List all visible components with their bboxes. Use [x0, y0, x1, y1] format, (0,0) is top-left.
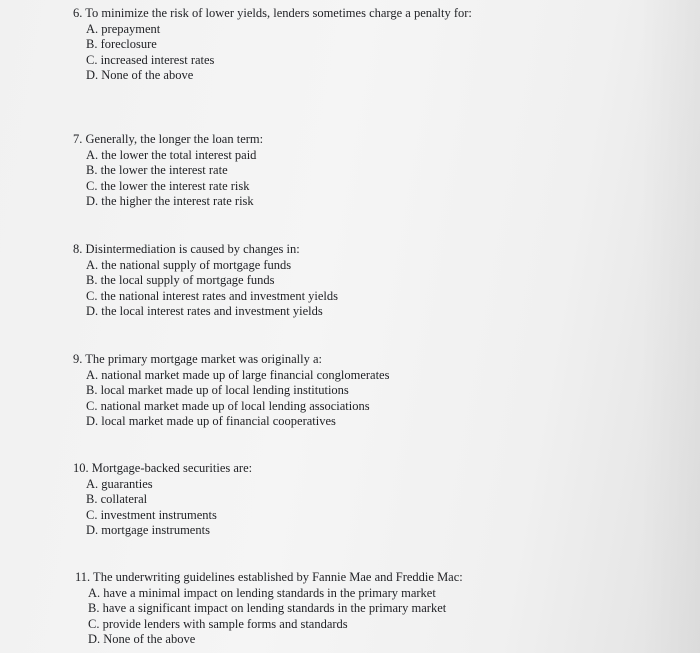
question-text: 7. Generally, the longer the loan term: — [73, 132, 264, 146]
option-d: D. mortgage instruments — [86, 523, 210, 538]
option-b: B. foreclosure — [86, 37, 157, 52]
option-b: B. have a significant impact on lending standards in the primary market — [88, 601, 447, 616]
question-6 — [73, 6, 472, 84]
option-a: A. prepayment — [86, 21, 161, 36]
option-b: B. local market made up of local lending institutions — [86, 383, 349, 398]
option-list — [73, 258, 338, 320]
option-list — [73, 368, 389, 430]
question-text: 8. Disintermediation is caused by changes in: — [73, 242, 300, 256]
question-10 — [73, 461, 252, 539]
question-7 — [73, 132, 263, 210]
option-a: A. national market made up of large financial conglomerates — [86, 367, 390, 382]
option-b: B. collateral — [86, 492, 148, 507]
question-text: 6. To minimize the risk of lower yields, lenders sometimes charge a penalty for: — [73, 6, 472, 20]
option-list — [73, 22, 472, 84]
option-d: D. local market made up of financial cooperatives — [86, 414, 336, 429]
option-list — [75, 586, 463, 648]
option-c: C. provide lenders with sample forms and standards — [88, 616, 348, 631]
option-d: D. the local interest rates and investment yields — [86, 304, 323, 319]
option-c: C. the national interest rates and investment yields — [86, 288, 339, 303]
option-a: A. have a minimal impact on lending standards in the primary market — [88, 585, 436, 600]
option-b: B. the local supply of mortgage funds — [86, 273, 275, 288]
question-9 — [73, 352, 389, 430]
option-a: A. the national supply of mortgage funds — [86, 257, 292, 272]
option-a: A. the lower the total interest paid — [86, 147, 257, 162]
question-text: 9. The primary mortgage market was originally a: — [73, 352, 322, 366]
option-d: D. None of the above — [88, 632, 196, 647]
option-a: A. guaranties — [86, 476, 153, 491]
option-c: C. increased interest rates — [86, 52, 215, 67]
option-list — [73, 148, 263, 210]
page-edge-shadow — [640, 0, 700, 653]
question-text: 10. Mortgage-backed securities are: — [73, 461, 253, 475]
option-c: C. the lower the interest rate risk — [86, 178, 250, 193]
option-d: D. None of the above — [86, 68, 194, 83]
option-b: B. the lower the interest rate — [86, 163, 228, 178]
option-list — [73, 477, 252, 539]
question-text: 11. The underwriting guidelines established by Fannie Mae and Freddie Mac: — [75, 570, 463, 584]
question-11 — [75, 570, 463, 648]
option-c: C. investment instruments — [86, 507, 217, 522]
option-d: D. the higher the interest rate risk — [86, 194, 254, 209]
question-8 — [73, 242, 338, 320]
option-c: C. national market made up of local lending associations — [86, 398, 370, 413]
